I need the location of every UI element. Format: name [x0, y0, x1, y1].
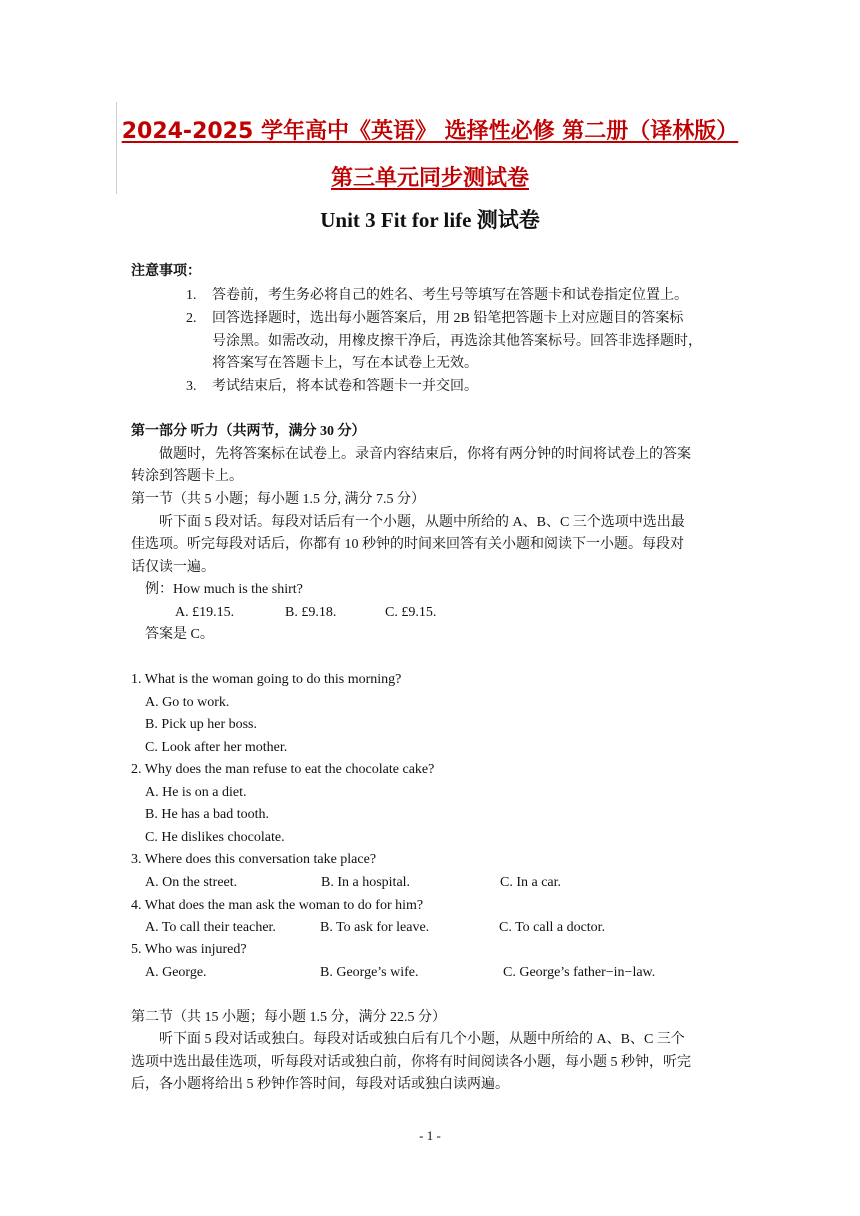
notice-item-text: 答卷前，考生务必将自己的姓名、考生号等填写在答题卡和试卷指定位置上。 — [212, 288, 688, 303]
notice-item — [186, 377, 478, 397]
part1-intro-line: 转涂到答题卡上。 — [131, 469, 243, 484]
question-1: 1. What is the woman going to do this morning? — [131, 672, 402, 687]
question-1-option-b: B. Pick up her boss. — [145, 717, 257, 732]
question-1-option-a: A. Go to work. — [145, 695, 230, 710]
notice-item-text: 号涂黑。如需改动，用橡皮擦干净后，再选涂其他答案标号。回答非选择题时， — [212, 334, 702, 349]
question-4: 4. What does the man ask the woman to do for him? — [131, 898, 424, 913]
example-option-a: A. £19.15. — [175, 605, 235, 620]
question-3: 3. Where does this conversation take place? — [131, 852, 377, 867]
part1-intro-line: 做题时，先将答案标在试卷上。录音内容结束后，你将有两分钟的时间将试卷上的答案 — [159, 447, 691, 462]
notice-item — [186, 286, 688, 306]
notice-item-number: 2. — [186, 311, 197, 326]
question-3-option-c: C. In a car. — [500, 875, 562, 890]
question-5-option-a: A. George. — [145, 965, 207, 980]
section1-intro-line: 佳选项。听完每段对话后，你都有 10 秒钟的时间来回答有关小题和阅读下一小题。每段对 — [131, 537, 684, 552]
notice-item-text: 将答案写在答题卡上，写在本试卷上无效。 — [212, 356, 478, 371]
part1-heading: 第一部分 听力（共两节，满分 30 分） — [131, 424, 366, 439]
example-answer: 答案是 C。 — [145, 627, 214, 642]
section2-intro-line: 后，各小题将给出 5 秒钟作答时间，每段对话或独白读两遍。 — [131, 1077, 509, 1092]
question-2-option-c: C. He dislikes chocolate. — [145, 830, 285, 845]
section1-intro-line: 听下面 5 段对话。每段对话后有一个小题，从题中所给的 A、B、C 三个选项中选出最 — [159, 515, 685, 530]
unit-title: Unit 3 Fit for life 测试卷 — [320, 208, 540, 232]
section2-intro-line: 听下面 5 段对话或独白。每段对话或独白后有几个小题，从题中所给的 A、B、C 三个 — [159, 1032, 685, 1047]
question-5: 5. Who was injured? — [131, 942, 247, 957]
question-3-option-b: B. In a hospital. — [321, 875, 411, 890]
question-2: 2. Why does the man refuse to eat the chocolate cake? — [131, 762, 435, 777]
example-option-b: B. £9.18. — [285, 605, 337, 620]
example-question: 例：How much is the shirt? — [145, 582, 303, 597]
example-option-c: C. £9.15. — [385, 605, 437, 620]
notice-item — [186, 309, 683, 329]
question-3-option-a: A. On the street. — [145, 875, 238, 890]
question-4-option-a: A. To call their teacher. — [145, 920, 276, 935]
question-1-option-c: C. Look after her mother. — [145, 740, 288, 755]
notice-item-number: 3. — [186, 379, 197, 394]
question-4-option-b: B. To ask for leave. — [320, 920, 430, 935]
question-2-option-b: B. He has a bad tooth. — [145, 807, 270, 822]
page-number: - 1 - — [419, 1128, 441, 1143]
section1-heading: 第一节（共 5 小题；每小题 1.5 分, 满分 7.5 分） — [131, 492, 425, 507]
section2-heading: 第二节（共 15 小题；每小题 1.5 分，满分 22.5 分） — [131, 1010, 446, 1025]
section1-intro-line: 话仅读一遍。 — [131, 560, 215, 575]
notice-item-number: 1. — [186, 288, 197, 303]
notice-heading: 注意事项： — [131, 264, 201, 279]
question-4-option-c: C. To call a doctor. — [499, 920, 606, 935]
section2-intro-line: 选项中选出最佳选项，听每段对话或独白前，你将有时间阅读各小题，每小题 5 秒钟，听完 — [131, 1055, 691, 1070]
document-subtitle: 第三单元同步测试卷 — [330, 166, 529, 191]
question-5-option-b: B. George’s wife. — [320, 965, 419, 980]
notice-item-text: 回答选择题时，选出每小题答案后，用 2B 铅笔把答题卡上对应题目的答案标 — [212, 311, 684, 326]
question-5-option-c: C. George’s father−in−law. — [503, 965, 656, 980]
question-2-option-a: A. He is on a diet. — [145, 785, 247, 800]
document-title: 2024-2025 学年高中《英语》 选择性必修 第二册（译林版） — [121, 119, 739, 144]
notice-item-text: 考试结束后，将本试卷和答题卡一并交回。 — [212, 379, 478, 394]
